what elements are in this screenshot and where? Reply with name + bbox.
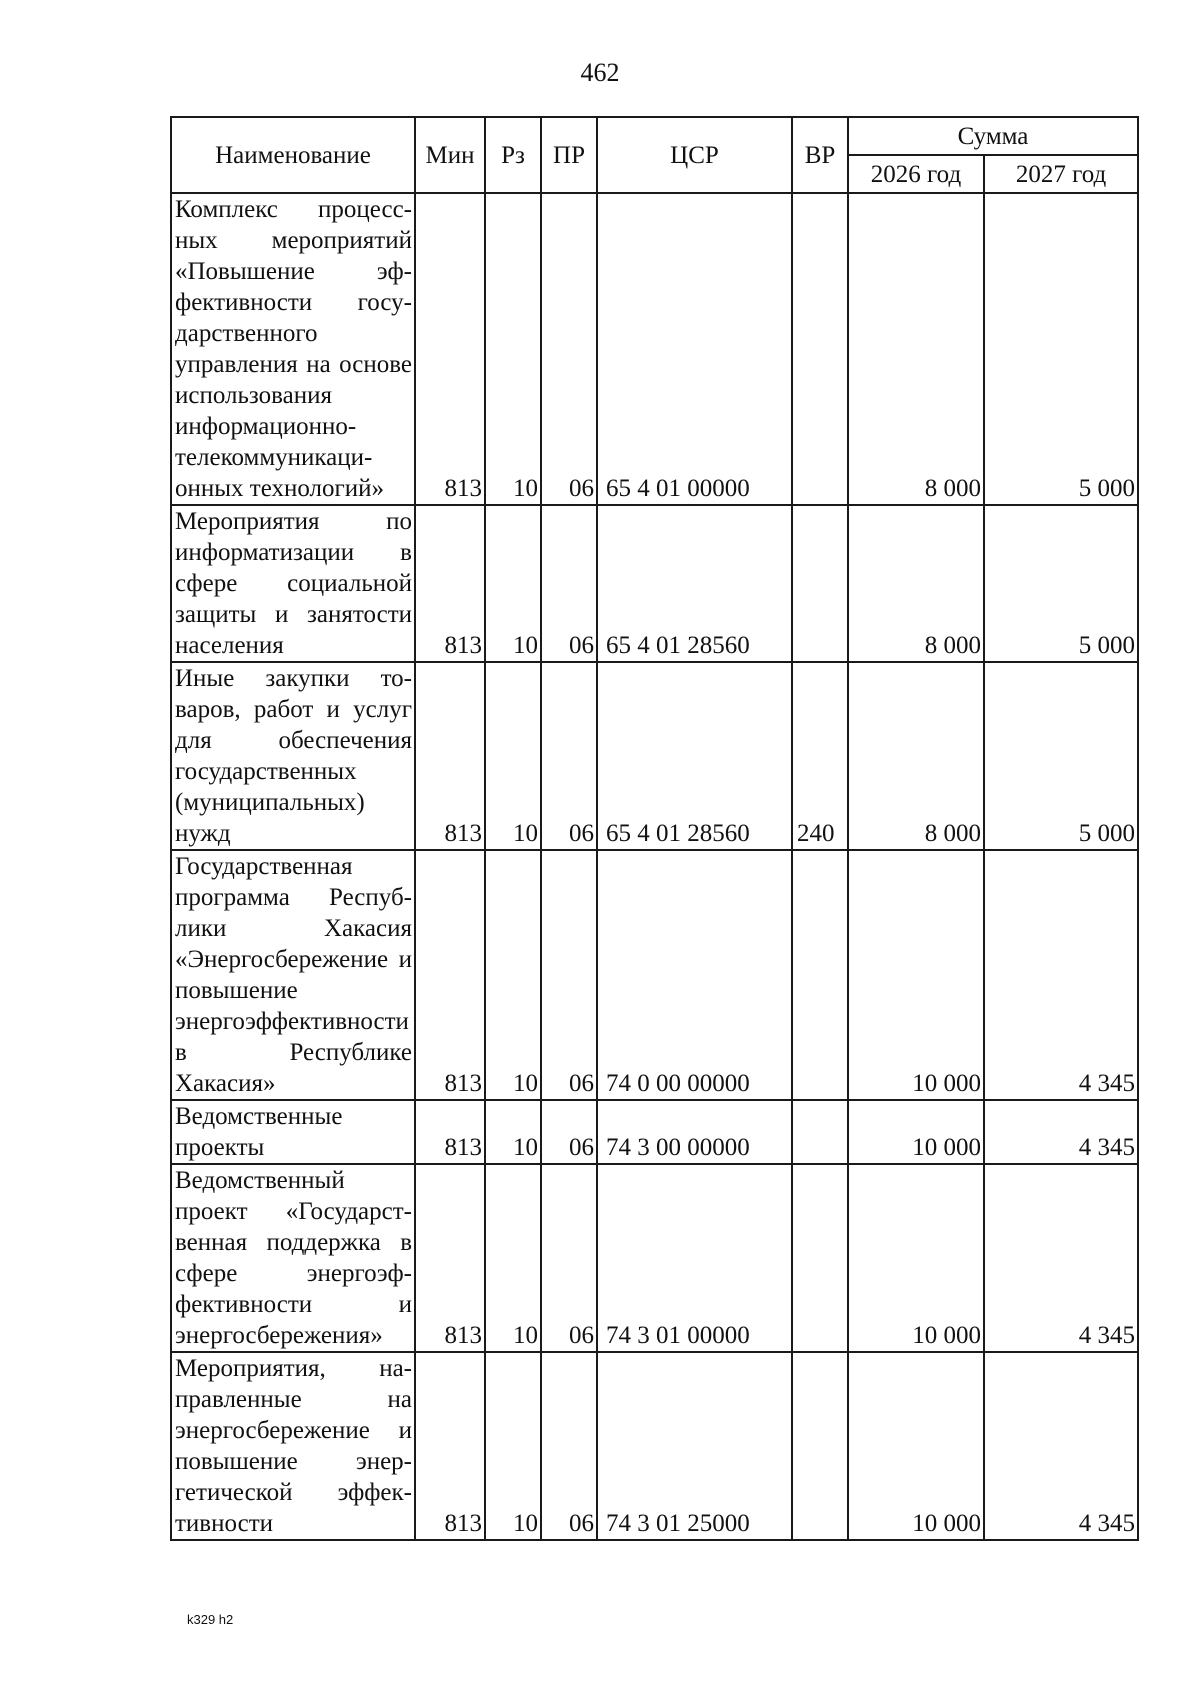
row-csr: 74 3 01 25000 [597, 1352, 792, 1540]
row-csr: 74 0 00 00000 [597, 850, 792, 1100]
table-row [171, 662, 1138, 850]
row-min: 813 [415, 1100, 485, 1164]
page-number: 462 [580, 58, 620, 87]
row-name: Мероприятия по информатизации в сфере социальной защиты и занятости населения [171, 505, 415, 662]
row-pr: 06 [541, 662, 597, 850]
row-rz: 10 [485, 1100, 541, 1164]
row-rz: 10 [485, 193, 541, 505]
row-name: Комплекс процессных мероприятий «Повышение эффективности государственного управления на основе использования информационно-телекоммуникационных технологий» [171, 193, 415, 505]
header-year-2027: 2027 год [984, 155, 1138, 193]
row-name: Государственная программа Республики Хакасия «Энергосбережение и повышение энергоэффективности в Республике Хакасия» [171, 850, 415, 1100]
row-name: Иные закупки товаров, работ и услуг для обеспечения государственных (муниципальных) нужд [171, 662, 415, 850]
row-csr: 65 4 01 00000 [597, 193, 792, 505]
row-min: 813 [415, 505, 485, 662]
row-vr [792, 505, 848, 662]
row-sum-2026: 10 000 [848, 1164, 984, 1352]
row-csr: 65 4 01 28560 [597, 505, 792, 662]
table-row [171, 505, 1138, 662]
row-csr: 65 4 01 28560 [597, 662, 792, 850]
row-rz: 10 [485, 850, 541, 1100]
table-row [171, 1100, 1138, 1164]
row-name: Ведомственные проекты [171, 1100, 415, 1164]
row-pr: 06 [541, 1100, 597, 1164]
row-sum-2026: 8 000 [848, 193, 984, 505]
row-sum-2026: 10 000 [848, 1352, 984, 1540]
row-pr: 06 [541, 1352, 597, 1540]
row-min: 813 [415, 662, 485, 850]
table-row [171, 850, 1138, 1100]
row-sum-2026: 8 000 [848, 662, 984, 850]
budget-table-container [170, 116, 1139, 1541]
table-row [171, 193, 1138, 505]
row-rz: 10 [485, 505, 541, 662]
row-sum-2027: 4 345 [984, 1164, 1138, 1352]
header-min: Мин [415, 117, 485, 193]
budget-table [170, 116, 1139, 1541]
row-min: 813 [415, 1352, 485, 1540]
row-sum-2026: 10 000 [848, 1100, 984, 1164]
row-pr: 06 [541, 193, 597, 505]
row-min: 813 [415, 1164, 485, 1352]
header-rz: Рз [485, 117, 541, 193]
table-header [171, 117, 1138, 193]
row-rz: 10 [485, 1352, 541, 1540]
row-csr: 74 3 01 00000 [597, 1164, 792, 1352]
header-sum: Сумма [848, 117, 1138, 155]
row-rz: 10 [485, 1164, 541, 1352]
header-csr: ЦСР [597, 117, 792, 193]
header-row-1 [171, 117, 1138, 155]
row-sum-2027: 4 345 [984, 1100, 1138, 1164]
row-vr [792, 850, 848, 1100]
row-name: Ведомственный проект «Государственная поддержка в сфере энергоэффективности и энергосбережения» [171, 1164, 415, 1352]
row-vr [792, 1100, 848, 1164]
row-sum-2026: 10 000 [848, 850, 984, 1100]
row-vr [792, 1352, 848, 1540]
table-body [171, 193, 1138, 1540]
row-csr: 74 3 00 00000 [597, 1100, 792, 1164]
row-vr [792, 1164, 848, 1352]
row-pr: 06 [541, 850, 597, 1100]
footer-document-code: k329 h2 [187, 1612, 234, 1627]
row-rz: 10 [485, 662, 541, 850]
row-pr: 06 [541, 505, 597, 662]
row-sum-2027: 5 000 [984, 505, 1138, 662]
row-sum-2027: 5 000 [984, 662, 1138, 850]
row-pr: 06 [541, 1164, 597, 1352]
header-vr: ВР [792, 117, 848, 193]
table-row [171, 1164, 1138, 1352]
header-pr: ПР [541, 117, 597, 193]
row-min: 813 [415, 850, 485, 1100]
table-row [171, 1352, 1138, 1540]
row-sum-2027: 4 345 [984, 1352, 1138, 1540]
row-vr: 240 [792, 662, 848, 850]
header-name: Наименование [171, 117, 415, 193]
row-name: Мероприятия, направленные на энергосбережение и повышение энергетической эффективности [171, 1352, 415, 1540]
header-year-2026: 2026 год [848, 155, 984, 193]
row-min: 813 [415, 193, 485, 505]
row-sum-2026: 8 000 [848, 505, 984, 662]
row-sum-2027: 5 000 [984, 193, 1138, 505]
row-sum-2027: 4 345 [984, 850, 1138, 1100]
row-vr [792, 193, 848, 505]
